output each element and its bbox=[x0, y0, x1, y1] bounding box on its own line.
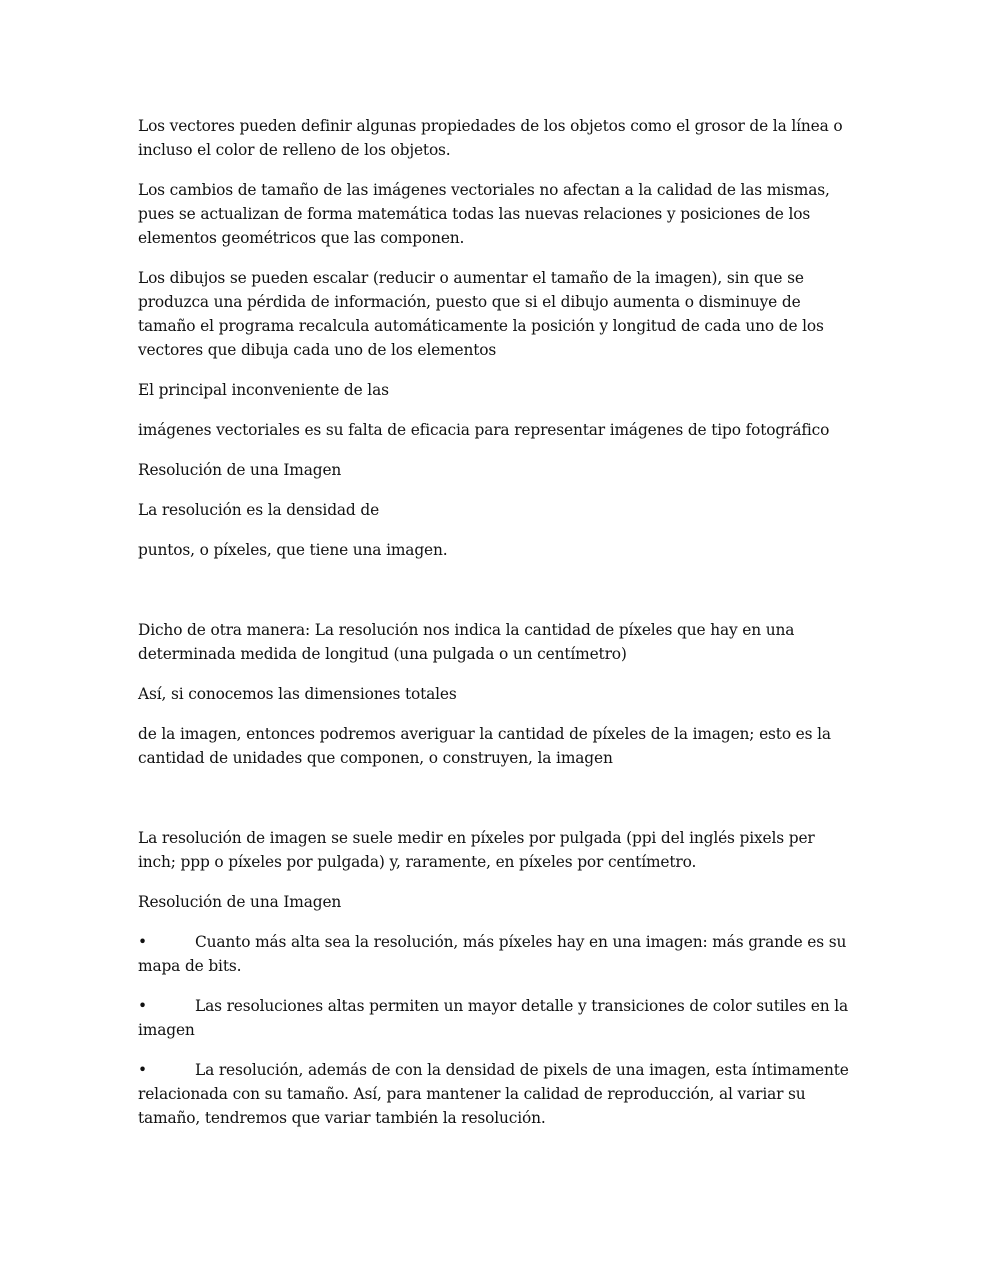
paragraph: imágenes vectoriales es su falta de eficacia para representar imágenes de tipo fotográfico bbox=[138, 421, 830, 439]
paragraph: El principal inconveniente de las bbox=[138, 381, 389, 399]
paragraph: Dicho de otra manera: La resolución nos indica la cantidad de píxeles que hay en una determinada medida de longitud (una pulgada o un centímetro) bbox=[138, 621, 795, 663]
bullet-icon: • bbox=[138, 1061, 147, 1079]
bullet-text: Las resoluciones altas permiten un mayor detalle y transiciones de color sutiles en la imagen bbox=[138, 997, 848, 1039]
bullet-item bbox=[138, 930, 856, 978]
bullet-icon: • bbox=[138, 997, 147, 1015]
paragraph: Los vectores pueden definir algunas propiedades de los objetos como el grosor de la línea o incluso el color de relleno de los objetos. bbox=[138, 117, 843, 159]
paragraph: Los cambios de tamaño de las imágenes vectoriales no afectan a la calidad de las mismas, pues se actualizan de forma matemática todas las nuevas relaciones y posiciones de los elementos geométricos que las componen. bbox=[138, 181, 830, 247]
bullet-text: Cuanto más alta sea la resolución, más píxeles hay en una imagen: más grande es su mapa de bits. bbox=[138, 933, 847, 975]
paragraph: de la imagen, entonces podremos averiguar la cantidad de píxeles de la imagen; esto es la cantidad de unidades que componen, o construyen, la imagen bbox=[138, 725, 831, 767]
bullet-text: La resolución, además de con la densidad de pixels de una imagen, esta íntimamente relacionada con su tamaño. Así, para mantener la calidad de reproducción, al variar su tamaño, tendremos que variar también la resolución. bbox=[138, 1061, 849, 1127]
document-body bbox=[138, 114, 856, 1146]
section-heading: Resolución de una Imagen bbox=[138, 461, 342, 479]
paragraph: Así, si conocemos las dimensiones totales bbox=[138, 685, 457, 703]
bullet-item bbox=[138, 994, 856, 1042]
bullet-icon: • bbox=[138, 933, 147, 951]
bullet-item bbox=[138, 1058, 856, 1130]
blank-line bbox=[138, 578, 856, 618]
paragraph: Los dibujos se pueden escalar (reducir o aumentar el tamaño de la imagen), sin que se produzca una pérdida de información, puesto que si el dibujo aumenta o disminuye de tamaño el programa recalcula automáticamente la posición y longitud de cada uno de los vectores que dibuja cada uno de los elementos bbox=[138, 269, 824, 359]
section-heading: Resolución de una Imagen bbox=[138, 893, 342, 911]
paragraph: La resolución de imagen se suele medir en píxeles por pulgada (ppi del inglés pixels per inch; ppp o píxeles por pulgada) y, raramente, en píxeles por centímetro. bbox=[138, 829, 815, 871]
blank-line bbox=[138, 786, 856, 826]
paragraph: La resolución es la densidad de bbox=[138, 501, 380, 519]
paragraph: puntos, o píxeles, que tiene una imagen. bbox=[138, 541, 448, 559]
